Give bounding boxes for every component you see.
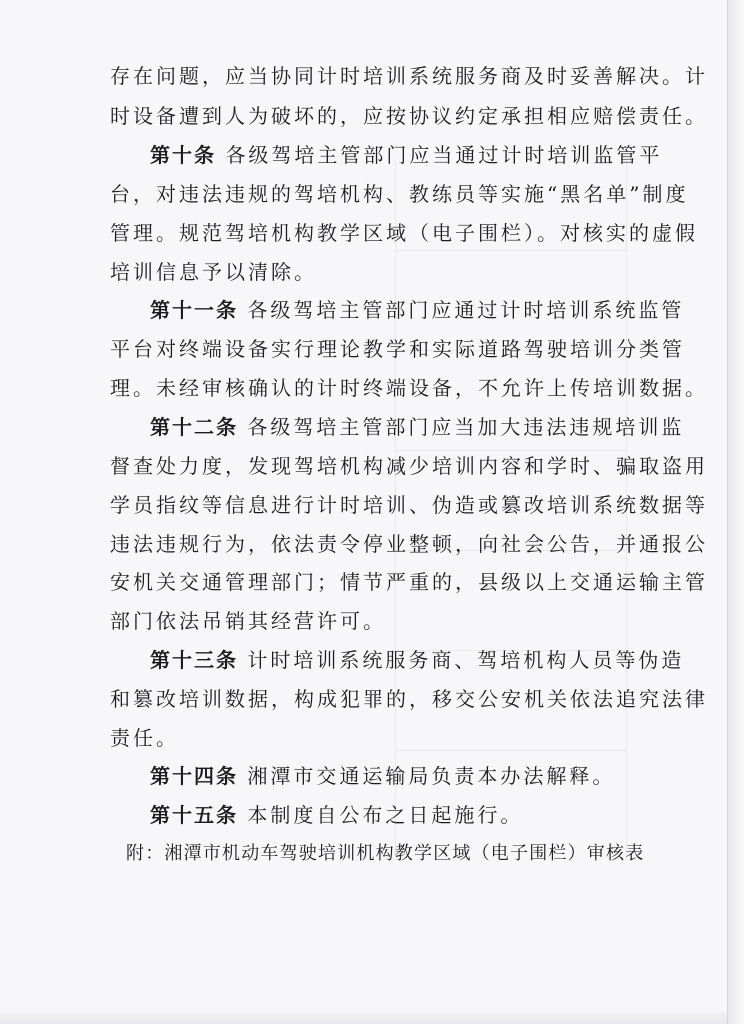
- text-line: 安机关交通管理部门；情节严重的，县级以上交通运输主管: [110, 570, 708, 594]
- article-heading: 第十五条: [150, 803, 238, 827]
- article-12: 第十二条 各级驾培主管部门应当加大违法违规培训监: [150, 415, 685, 439]
- article-10: 第十条 各级驾培主管部门应当通过计时培训监管平: [150, 143, 663, 167]
- text-line: 管理。规范驾培机构教学区域（电子围栏）。对核实的虚假: [110, 221, 698, 245]
- article-heading: 第十三条: [150, 648, 238, 672]
- text-line: 部门依法吊销其经营许可。: [110, 609, 386, 633]
- text-line: 督查处力度，发现驾培机构减少培训内容和学时、骗取盗用: [110, 454, 708, 478]
- text-line: 学员指纹等信息进行计时培训、伪造或篡改培训系统数据等: [110, 493, 708, 517]
- text-line: 和篡改培训数据，构成犯罪的，移交公安机关依法追究法律: [110, 687, 708, 711]
- scan-edge: [727, 0, 744, 1024]
- text-line: 责任。: [110, 726, 179, 750]
- text-line: 培训信息予以清除。: [110, 260, 317, 284]
- article-14: 第十四条 湘潭市交通运输局负责本办法解释。: [150, 764, 616, 788]
- annex-note: 附：湘潭市机动车驾驶培训机构教学区域（电子围栏）审核表: [126, 843, 645, 864]
- text-line: 理。未经审核确认的计时终端设备，不允许上传培训数据。: [110, 376, 708, 400]
- scan-bottom-shadow: [0, 1012, 727, 1024]
- text-line: 平台对终端设备实行理论教学和实际道路驾驶培训分类管: [110, 337, 685, 361]
- article-heading: 第十一条: [150, 298, 238, 322]
- text-line: 时设备遭到人为破坏的，应按协议约定承担相应赔偿责任。: [110, 104, 708, 128]
- article-11: 第十一条 各级驾培主管部门应通过计时培训系统监管: [150, 298, 685, 322]
- article-15: 第十五条 本制度自公布之日起施行。: [150, 803, 524, 827]
- article-heading: 第十四条: [150, 764, 238, 788]
- text-line: 违法违规行为，依法责令停业整顿，向社会公告，并通报公: [110, 532, 708, 556]
- text-line: 台，对违法违规的驾培机构、教练员等实施“黑名单”制度: [110, 182, 689, 206]
- article-heading: 第十条: [150, 143, 216, 167]
- text-line: 存在问题，应当协同计时培训系统服务商及时妥善解决。计: [110, 64, 708, 88]
- article-heading: 第十二条: [150, 415, 238, 439]
- article-13: 第十三条 计时培训系统服务商、驾培机构人员等伪造: [150, 648, 685, 672]
